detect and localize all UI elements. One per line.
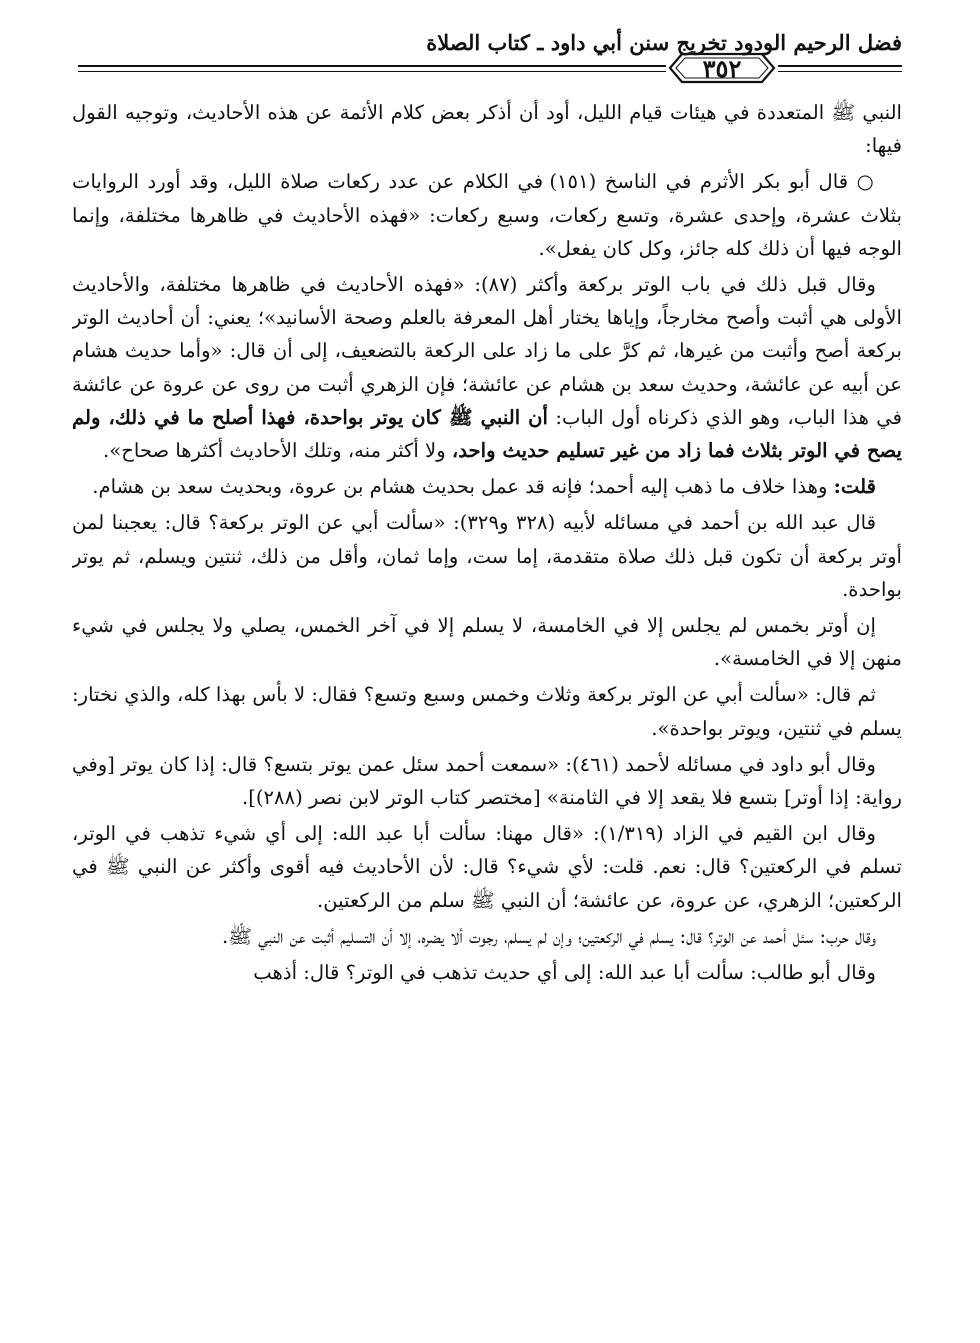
paragraph-3-bold-quote: أن النبي ﷺ كان يوتر بواحدة، فهذا أصلح ما في ذلك، ولم يصح في الوتر بثلاث فما زاد من غير تسليم حديث واحد، — [72, 405, 902, 463]
header-rule-right-top — [778, 65, 902, 67]
page-number-badge — [668, 50, 776, 86]
header-rule-left-bottom — [78, 71, 666, 72]
paragraph-7: ثم قال: «سألت أبي عن الوتر بركعة وثلاث وخمس وسبع وتسع؟ فقال: لا بأس بهذا كله، والذي نختار: يسلم في ثنتين، ويوتر بواحدة». — [72, 683, 902, 740]
paragraph-3 — [72, 268, 902, 467]
paragraph-6: إن أوتر بخمس لم يجلس إلا في الخامسة، لا يسلم إلا في آخر الخمس، يصلي ولا يجلس في شيء منهن إلا في الخامسة». — [72, 614, 902, 671]
header-rule-right-bottom — [778, 71, 902, 72]
paragraph-9: وقال ابن القيم في الزاد (١/٣١٩): «قال مهنا: سألت أبا عبد الله: إلى أي شيء تذهب في الوتر، تسلم في الركعتين؟ قال: نعم. قلت: لأي شيء؟ قال: لأن الأحاديث فيه أقوى وأكثر عن النبي ﷺ في الركعتين؛ الزهري، عن عروة، عن عائشة؛ أن النبي ﷺ سلم من الركعتين. — [72, 822, 902, 912]
paragraph-3-part-c: ولا أكثر منه، وتلك الأحاديث أكثرها صحاح». — [102, 439, 446, 463]
paragraph-1: النبي ﷺ المتعددة في هيئات قيام الليل، أود أن أذكر بعض كلام الأئمة عن هذه الأحاديث، وتوجيه القول فيها: — [72, 101, 902, 158]
body-text — [72, 96, 902, 1331]
running-title: فضل الرحيم الودود تخريج سنن أبي داود ـ كتاب الصلاة — [426, 30, 902, 55]
paragraph-4-text: وهذا خلاف ما ذهب إليه أحمد؛ فإنه قد عمل بحديث هشام بن عروة، وبحديث سعد بن هشام. — [92, 475, 828, 499]
paragraph-4 — [72, 470, 902, 503]
paragraph-10: وقال حرب: سئل أحمد عن الوتر؟ قال: يسلم في الركعتين؛ وإن لم يسلم، رجوت ألا يضره، إلا أن التسليم أثبت عن النبي ﷺ. — [222, 924, 876, 948]
paragraph-11: وقال أبو طالب: سألت أبا عبد الله: إلى أي حديث تذهب في الوتر؟ قال: أذهب — [253, 961, 876, 985]
paragraph-3-part-a: وقال قبل ذلك في باب الوتر بركعة وأكثر (٨٧): «فهذه الأحاديث في ظاهرها مختلفة، والأحاديث الأولى هي أثبت وأصح مخارجاً، وإياها يختار أهل المعرفة بالعلم وصحة الأسانيد»؛ يعني: أن أحاديث الوتر بركعة أصح وأثبت من غيرها، ثم كرَّ على ما زاد على الركعة بالتضعيف، إلى أن قال: «وأما حديث هشام عن أبيه عن عائشة، وحديث سعد بن هشام عن عائشة؛ فإن الزهري أثبت من روى عن عروة عن عائشة في هذا الباب، وهو الذي ذكرناه أول الباب: — [72, 273, 902, 429]
page-number: ٣٥٢ — [702, 53, 742, 83]
paragraph-5: قال عبد الله بن أحمد في مسائله لأبيه (٣٢٨ و٣٢٩): «سألت أبي عن الوتر بركعة؟ قال: يعجبنا لمن أوتر بركعة أن تكون قبل ذلك صلاة متقدمة، إما ست، وإما ثمان، وأقل من ذلك، ثنتين ويسلم، ثم يوتر بواحدة. — [72, 511, 902, 601]
paragraph-2: ○ قال أبو بكر الأثرم في الناسخ (١٥١) في الكلام عن عدد ركعات صلاة الليل، وقد أورد الروايات بثلاث عشرة، وإحدى عشرة، وتسع ركعات، وسبع ركعات: «فهذه الأحاديث في ظاهرها مختلفة، وإنما الوجه فيها أن ذلك كله جائز، وكل كان يفعل». — [72, 170, 902, 260]
paragraph-8: وقال أبو داود في مسائله لأحمد (٤٦١): «سمعت أحمد سئل عمن يوتر بتسع؟ قال: إذا كان يوتر [وفي رواية: إذا أوتر] بتسع فلا يقعد إلا في الثامنة» [مختصر كتاب الوتر لابن نصر (٢٨٨)]. — [72, 752, 902, 810]
header-rule-left-top — [78, 65, 666, 67]
paragraph-4-label: قلت: — [833, 475, 876, 499]
